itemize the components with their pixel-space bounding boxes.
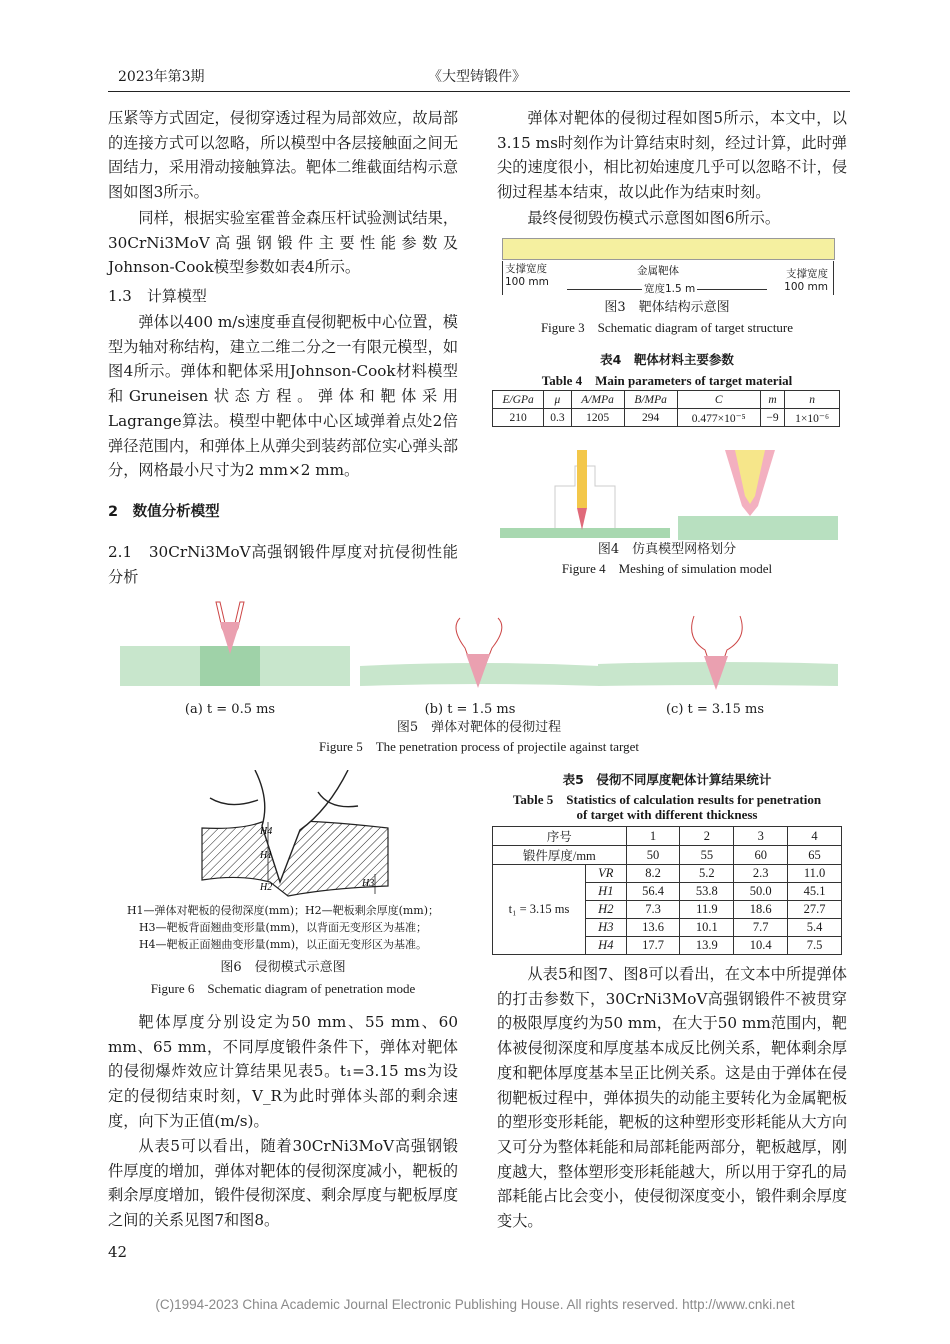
table-cell: 7.7 — [734, 919, 788, 937]
figure-5b-caption: (b) t = 1.5 ms — [424, 702, 516, 717]
figure-3-caption-cn: 图3 靶体结构示意图 — [604, 300, 730, 315]
section-1-3-heading: 1.3 计算模型 — [108, 287, 207, 305]
table-cell: 50.0 — [734, 883, 788, 901]
table-cell: C — [677, 391, 760, 409]
target-plate — [502, 238, 835, 260]
target-label: 金属靶体 — [637, 265, 679, 277]
table-row — [493, 846, 842, 865]
target-mesh-right — [678, 516, 838, 540]
table-cell: 7.5 — [788, 937, 842, 955]
table-cell: 55 — [680, 846, 734, 865]
table-cell: 13.6 — [626, 919, 680, 937]
table-cell: 294 — [624, 409, 677, 427]
paragraph-params: 同样，根据实验室霍普金森压杆试验测试结果，30CrNi3MoV高强钢锻件主要性能参数及Johnson-Cook模型参数如表4所示。 — [108, 209, 458, 277]
figure-6-caption-cn: 图6 侵彻模式示意图 — [220, 960, 346, 975]
table-cell: 50 — [626, 846, 680, 865]
table-5-caption-en-1: Table 5 Statistics of calculation results for penetration — [512, 792, 822, 807]
page-number: 42 — [108, 1243, 128, 1261]
figure-4-mesh — [500, 446, 840, 542]
table-cell: 0.3 — [544, 409, 571, 427]
table-cell: 53.8 — [680, 883, 734, 901]
header-issue: 2023年第3期 — [118, 69, 205, 85]
table-cell: t₁ = 3.15 ms — [493, 865, 586, 955]
table-row — [493, 827, 842, 846]
table-cell: 8.2 — [626, 865, 680, 883]
header-journal: 《大型铸锻件》 — [428, 69, 526, 85]
table-cell: 4 — [788, 827, 842, 846]
table-cell: μ — [544, 391, 571, 409]
table-cell: 1205 — [571, 409, 624, 427]
table-cell: 序号 — [493, 827, 627, 846]
table-cell: 210 — [493, 409, 544, 427]
support-right-label: 支撑宽度 100 mm — [784, 268, 828, 293]
width-label: 宽度1.5 m — [644, 283, 696, 295]
table-cell: H4 — [586, 937, 627, 955]
table-cell: 56.4 — [626, 883, 680, 901]
header-rule — [108, 91, 850, 92]
table-cell: 1 — [626, 827, 680, 846]
table-cell: 45.1 — [788, 883, 842, 901]
figure-5-penetration — [120, 598, 840, 698]
table-5 — [492, 826, 842, 955]
table-row — [493, 865, 842, 883]
table-cell: 65 — [788, 846, 842, 865]
projectile-body — [577, 450, 587, 508]
label-h3: H3 — [362, 878, 375, 889]
paragraph-analysis: 从表5和图7、图8可以看出，在文本中所提弹体的打击参数下，30CrNi3MoV高强钢锻件不被贯穿的极限厚度约为50 mm，在大于50 mm范围内，靶体被侵彻深度和厚度基本成反比例关系，靶体剩余厚度和靶体厚度基本呈正比例关系。这是由于弹体在侵彻靶板过程中，弹体损失的动能主要转化为金属靶板的塑形变形耗能，靶板的这种塑形变形耗能从大方向又可分为整体耗能和局部耗能两部分，靶板越厚，刚度越大，整体塑形变形耗能越大，所以用于穿孔的局部耗能占比会变小，使侵彻深度变小，锻件剩余厚度变大。 — [497, 965, 847, 1231]
table-cell: 5.4 — [788, 919, 842, 937]
table-4-caption-cn: 表4 靶体材料主要参数 — [600, 352, 734, 367]
figure-6-legend: H1—弹体对靶板的侵彻深度(mm)；H2—靶板剩余厚度(mm)； H3—靶板背面翘曲变形量(mm)，以背面无变形区为基准； H4—靶板正面翘曲变形量(mm)，以正面无变形区为基准。 — [126, 904, 440, 951]
paragraph-fig6-ref: 最终侵彻毁伤模式示意图如图6所示。 — [527, 209, 781, 227]
table-cell: 10.4 — [734, 937, 788, 955]
table-cell: H1 — [586, 883, 627, 901]
support-left-label: 支撑宽度 100 mm — [505, 263, 549, 288]
figure-5c-caption: (c) t = 3.15 ms — [665, 702, 764, 717]
table-cell: E/GPa — [493, 391, 544, 409]
table-cell: VR — [586, 865, 627, 883]
section-2-heading: 2 数值分析模型 — [108, 504, 220, 520]
copyright-footer: (C)1994-2023 China Academic Journal Electronic Publishing House. All rights reserved. http://www.cnki.net — [155, 1297, 795, 1312]
table-5-caption-cn: 表5 侵彻不同厚度靶体计算结果统计 — [562, 772, 772, 787]
table-cell: 3 — [734, 827, 788, 846]
figure-4-caption-cn: 图4 仿真模型网格划分 — [597, 542, 737, 557]
table-cell: 2.3 — [734, 865, 788, 883]
table-4 — [492, 390, 840, 427]
paragraph-contact: 压紧等方式固定，侵彻穿透过程为局部效应，故局部的连接方式可以忽略，所以模型中各层接触面之间无固结力，采用滑动接触算法。靶体二维截面结构示意图如图3所示。 — [108, 109, 458, 202]
table-5-caption-en-2: of target with different thickness — [576, 807, 758, 822]
figure-4-caption-en: Figure 4 Meshing of simulation model — [561, 561, 773, 576]
label-h4: H4 — [260, 826, 273, 837]
table-cell: 5.2 — [680, 865, 734, 883]
table-cell: 60 — [734, 846, 788, 865]
table-cell: B/MPa — [624, 391, 677, 409]
table-cell: 10.1 — [680, 919, 734, 937]
table-cell: 13.9 — [680, 937, 734, 955]
table-4-value-row — [493, 409, 840, 427]
table-cell: 17.7 — [626, 937, 680, 955]
target-mesh-left — [500, 528, 670, 538]
table-4-header-row — [493, 391, 840, 409]
table-cell: H2 — [586, 901, 627, 919]
table-4-caption-en: Table 4 Main parameters of target material — [541, 373, 793, 388]
paragraph-trend: 从表5可以看出，随着30CrNi3MoV高强钢锻件厚度的增加，弹体对靶体的侵彻深度减小，靶板的剩余厚度增加，锻件侵彻深度、剩余厚度与靶板厚度之间的关系见图7和图8。 — [108, 1137, 458, 1230]
paragraph-process: 弹体对靶体的侵彻过程如图5所示，本文中，以3.15 ms时刻作为计算结束时刻，经过计算，此时弹尖的速度很小，相比初始速度几乎可以忽略不计，侵彻过程基本结束，故以此作为结束时刻。 — [497, 109, 847, 202]
table-cell: −9 — [760, 409, 784, 427]
table-cell: 1×10⁻⁶ — [785, 409, 840, 427]
section-2-1-heading: 2.1 30CrNi3MoV高强钢锻件厚度对抗侵彻性能分析 — [108, 543, 458, 586]
paragraph-thickness: 靶体厚度分别设定为50 mm、55 mm、60 mm、65 mm，不同厚度锻件条件下，弹体对靶体的侵彻爆炸效应计算结果见表5。t₁=3.15 ms为设定的侵彻结束时刻，V_R为此时弹体头部的剩余速度，向下为正值(m/s)。 — [108, 1013, 458, 1130]
left-petal — [210, 798, 258, 805]
figure-3-caption-en: Figure 3 Schematic diagram of target structure — [540, 320, 794, 335]
figure-6-caption-en: Figure 6 Schematic diagram of penetration mode — [150, 981, 416, 996]
table-cell: 11.9 — [680, 901, 734, 919]
table-cell: H3 — [586, 919, 627, 937]
table-cell: 锻件厚度/mm — [493, 846, 627, 865]
projectile-tip — [577, 508, 587, 530]
figure-5-caption-cn: 图5 弹体对靶体的侵彻过程 — [396, 720, 562, 735]
table-cell: m — [760, 391, 784, 409]
label-h2: H2 — [260, 882, 273, 893]
figure-5a-caption: (a) t = 0.5 ms — [184, 702, 276, 717]
table-cell: 11.0 — [788, 865, 842, 883]
label-h1: H1 — [260, 850, 273, 861]
paragraph-model: 弹体以400 m/s速度垂直侵彻靶板中心位置，模型为轴对称结构，建立二维二分之一有限元模型，如图4所示。弹体和靶体采用Johnson-Cook材料模型和Gruneisen状态方程。弹体和靶体采用Lagrange算法。模型中靶体中心区域弹着点处2倍弹径范围内，和弹体上从弹尖到装药部位实心弹头部分，网格最小尺寸为2 mm×2 mm。 — [108, 313, 458, 480]
table-cell: 27.7 — [788, 901, 842, 919]
table-cell: n — [785, 391, 840, 409]
table-cell: 7.3 — [626, 901, 680, 919]
figure-5-caption-en: Figure 5 The penetration process of projectile against target — [319, 739, 639, 754]
table-cell: 0.477×10⁻⁵ — [677, 409, 760, 427]
table-cell: 2 — [680, 827, 734, 846]
table-cell: A/MPa — [571, 391, 624, 409]
table-cell: 18.6 — [734, 901, 788, 919]
figure-6-diagram — [200, 770, 390, 898]
figure-3 — [497, 236, 837, 298]
